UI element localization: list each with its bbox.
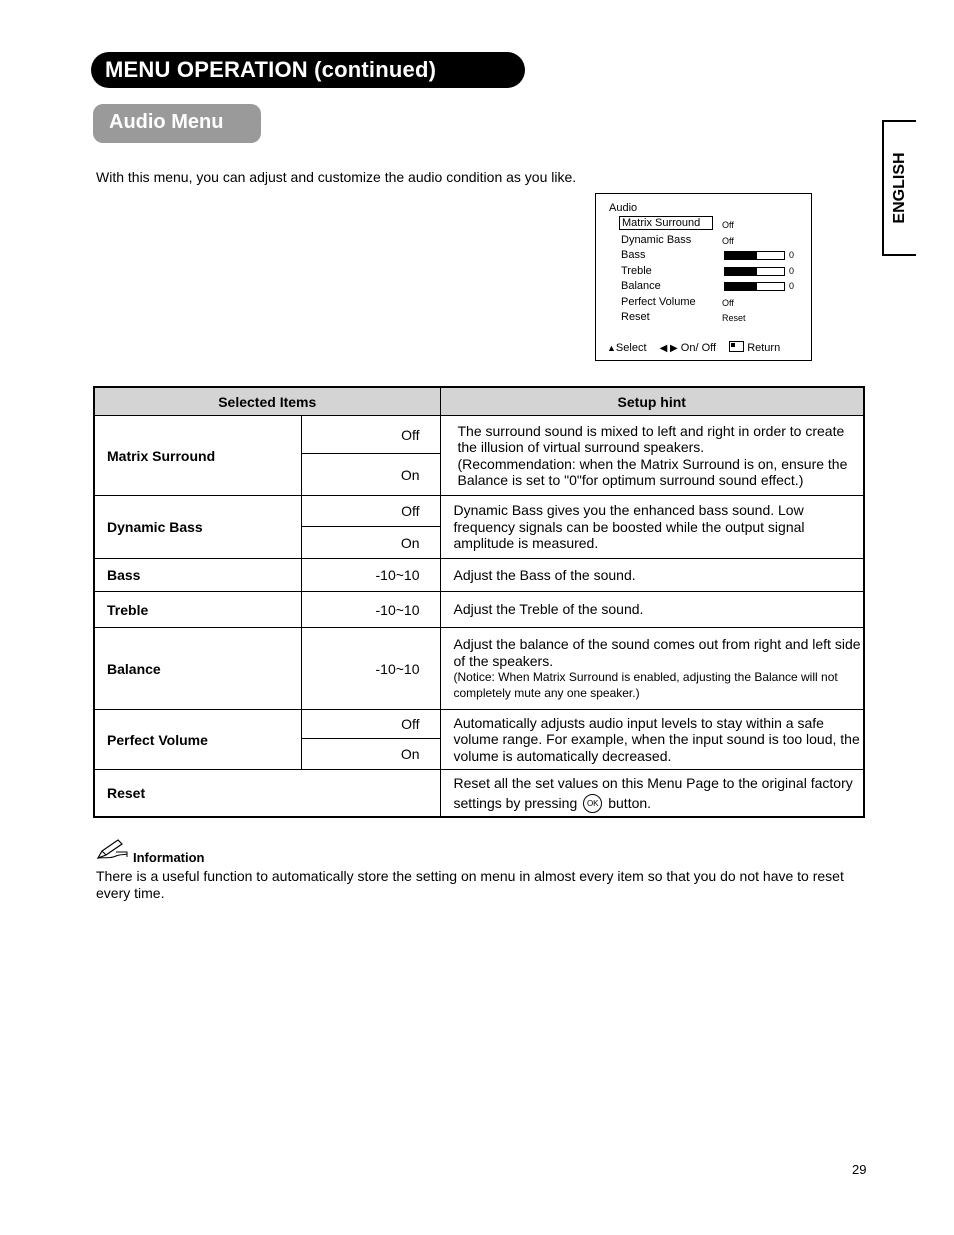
- osd-level-number: 0: [789, 250, 795, 260]
- table-row: [94, 592, 864, 628]
- pen-note-icon: [96, 838, 128, 860]
- table-row: [94, 628, 864, 710]
- setup-hint: Dynamic Bass gives you the enhanced bass sound. Low frequency signals can be boosted while the output signal amplitude is measured.: [440, 496, 864, 559]
- setup-hint: [440, 770, 864, 817]
- osd-row-label: Reset: [621, 311, 650, 323]
- osd-row-label: Balance: [621, 280, 661, 292]
- osd-row-label: Matrix Surround: [619, 216, 713, 230]
- information-header: [96, 838, 871, 865]
- osd-row-bass: [616, 249, 806, 263]
- option-value: On: [301, 454, 440, 496]
- return-icon: [729, 341, 744, 352]
- osd-row-label: Bass: [621, 249, 646, 261]
- osd-footer-return: Return: [747, 342, 781, 354]
- left-right-arrow-icon: ◀ ▶: [659, 343, 678, 354]
- osd-row-label: Treble: [621, 265, 652, 277]
- osd-footer-onoff: On/ Off: [680, 342, 717, 354]
- setup-hint: [440, 628, 864, 710]
- setup-hint: Automatically adjusts audio input levels to stay within a safe volume range. For example, when the input sound is too loud, the volume is automatically decreased.: [440, 710, 864, 770]
- option-value: -10~10: [301, 628, 440, 710]
- table-row: [94, 559, 864, 592]
- option-value: Off: [301, 496, 440, 527]
- setup-hint: Adjust the Treble of the sound.: [440, 592, 864, 628]
- option-value: On: [301, 739, 440, 770]
- language-tab: [882, 120, 916, 256]
- osd-row-matrix-surround: [616, 218, 806, 232]
- osd-row-dynamic-bass: [616, 234, 806, 248]
- osd-footer-select: Select: [615, 342, 647, 354]
- item-name: Reset: [94, 770, 440, 817]
- up-down-arrow-icon: ▲: [607, 343, 616, 353]
- osd-row-value: Reset: [722, 313, 746, 323]
- hint-text: The surround sound is mixed to left and right in order to create the illusion of virtual surround speakers.: [457, 422, 845, 455]
- hint-text: Reset all the set values on this Menu Page to the original factory settings by pressing: [453, 774, 853, 811]
- information-body: There is a useful function to automatically store the setting on menu in almost every item so that you do not have to reset every time.: [96, 868, 844, 901]
- item-name: Matrix Surround: [94, 416, 301, 496]
- osd-row-treble: [616, 265, 806, 279]
- audio-settings-table: [93, 386, 865, 818]
- osd-title: Audio: [609, 202, 638, 214]
- hint-notice: (Notice: When Matrix Surround is enabled, adjusting the Balance will not completely mute any one speaker.): [453, 670, 838, 700]
- table-header-row: [94, 387, 864, 416]
- osd-row-label: Dynamic Bass: [621, 234, 692, 246]
- table-row: [94, 496, 864, 527]
- page-number: 29: [852, 1162, 867, 1177]
- osd-row-value: Off: [722, 236, 734, 246]
- page-title: MENU OPERATION (continued): [105, 57, 437, 82]
- osd-row-label: Perfect Volume: [621, 296, 696, 308]
- table-row: [94, 710, 864, 739]
- hint-text: button.: [608, 794, 652, 811]
- item-name: Dynamic Bass: [94, 496, 301, 559]
- option-value: On: [301, 527, 440, 559]
- option-value: Off: [301, 416, 440, 454]
- item-name: Bass: [94, 559, 301, 592]
- setup-hint: [440, 416, 864, 496]
- item-name: Balance: [94, 628, 301, 710]
- option-value: -10~10: [301, 559, 440, 592]
- osd-row-reset: [616, 311, 806, 325]
- table-header: Setup hint: [440, 387, 864, 416]
- hint-text: (Recommendation: when the Matrix Surround is on, ensure the Balance is set to "0"for optimum surround sound effect.): [457, 455, 848, 488]
- osd-row-value: Off: [722, 220, 734, 230]
- osd-level-bar: [724, 282, 785, 291]
- setup-hint: Adjust the Bass of the sound.: [440, 559, 864, 592]
- section-heading: [93, 104, 261, 143]
- item-name: Perfect Volume: [94, 710, 301, 770]
- hint-text: Adjust the balance of the sound comes out from right and left side of the speakers.: [453, 636, 861, 669]
- option-value: -10~10: [301, 592, 440, 628]
- page-title-bar: [91, 52, 525, 88]
- table-header: Selected Items: [94, 387, 440, 416]
- information-title: Information: [133, 850, 205, 865]
- intro-text: With this menu, you can adjust and customize the audio condition as you like.: [96, 169, 577, 185]
- osd-footer: [607, 341, 780, 354]
- table-row: [94, 770, 864, 817]
- table-row: [94, 416, 864, 454]
- osd-row-balance: [616, 280, 806, 294]
- osd-level-number: 0: [789, 281, 795, 291]
- ok-button-icon: OK: [583, 794, 602, 813]
- item-name: Treble: [94, 592, 301, 628]
- osd-level-number: 0: [789, 266, 795, 276]
- language-label: ENGLISH: [891, 152, 908, 224]
- option-value: Off: [301, 710, 440, 739]
- osd-level-bar: [724, 267, 785, 276]
- osd-level-bar: [724, 251, 785, 260]
- section-title: Audio Menu: [109, 111, 224, 133]
- osd-row-perfect-volume: [616, 296, 806, 310]
- osd-row-value: Off: [722, 298, 734, 308]
- osd-audio-menu: [595, 193, 812, 361]
- information-note: [96, 838, 871, 902]
